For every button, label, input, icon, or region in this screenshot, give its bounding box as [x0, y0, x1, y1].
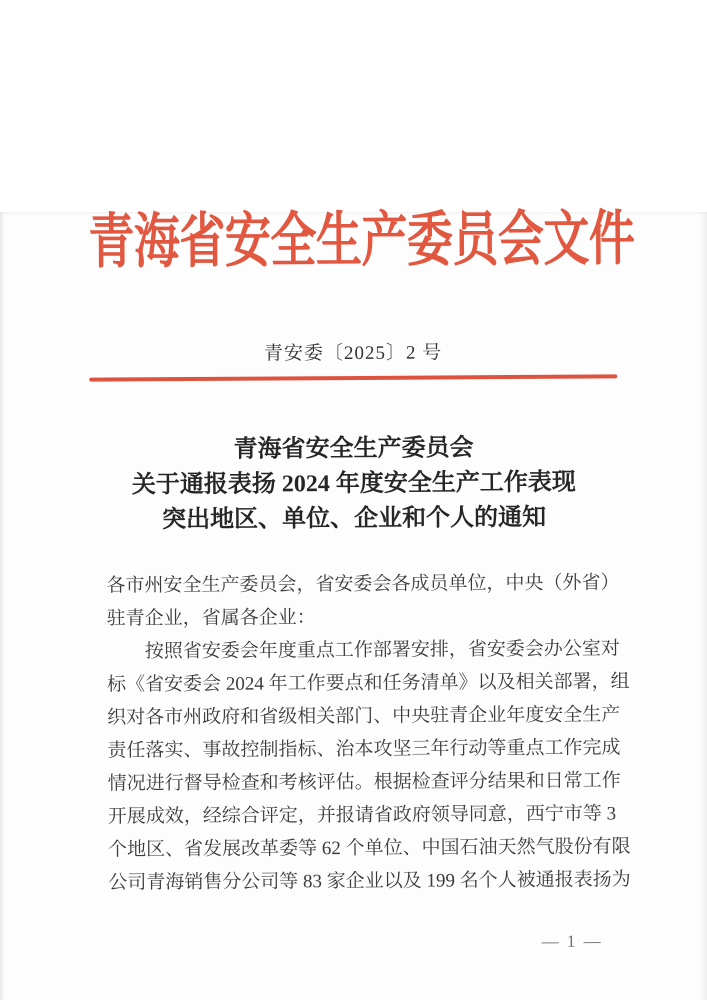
document-number: 青安委〔2025〕2 号 [263, 342, 443, 365]
page-number: — 1 — [541, 931, 603, 951]
notice-title-line-2: 关于通报表扬 2024 年度安全生产工作表现 [131, 469, 576, 499]
red-separator-line [89, 374, 617, 381]
body-line-5: 织对各市州政府和省级相关部门、中央驻青企业年度安全生产 [107, 704, 621, 729]
body-line-3: 按照省安委会年度重点工作部署安排，省安委会办公室对 [106, 638, 620, 663]
notice-title-line-3: 突出地区、单位、企业和个人的通知 [161, 504, 547, 534]
body-line-8: 开展成效，经综合评定，并报请省政府领导同意，西宁市等 3 [107, 803, 617, 828]
page-content [0, 205, 707, 956]
document-header [88, 205, 635, 381]
notice-title [90, 430, 619, 538]
notice-body [106, 566, 631, 899]
body-line-7: 情况进行督导检查和考核评估。根据检查评分结果和日常工作 [107, 770, 621, 795]
body-line-2: 驻青企业，省属各企业： [106, 607, 316, 630]
document-header-title: 青海省安全生产委员会文件 [88, 205, 635, 276]
body-line-6: 责任落实、事故控制指标、治本攻坚三年行动等重点工作完成 [107, 737, 621, 762]
body-line-4: 标《省安委会 2024 年工作要点和任务清单》以及相关部署，组 [107, 671, 630, 696]
body-line-9: 个地区、省发展改革委等 62 个单位、中国石油天然气股份有限 [108, 836, 631, 861]
body-line-1: 各市州安全生产委员会，省安委会各成员单位，中央（外省） [106, 572, 620, 597]
notice-title-line-1: 青海省安全生产委员会 [233, 435, 474, 463]
body-line-10: 公司青海销售分公司等 83 家企业以及 199 名个人被通报表扬为 [108, 869, 631, 894]
scanned-document-page [0, 205, 707, 1000]
